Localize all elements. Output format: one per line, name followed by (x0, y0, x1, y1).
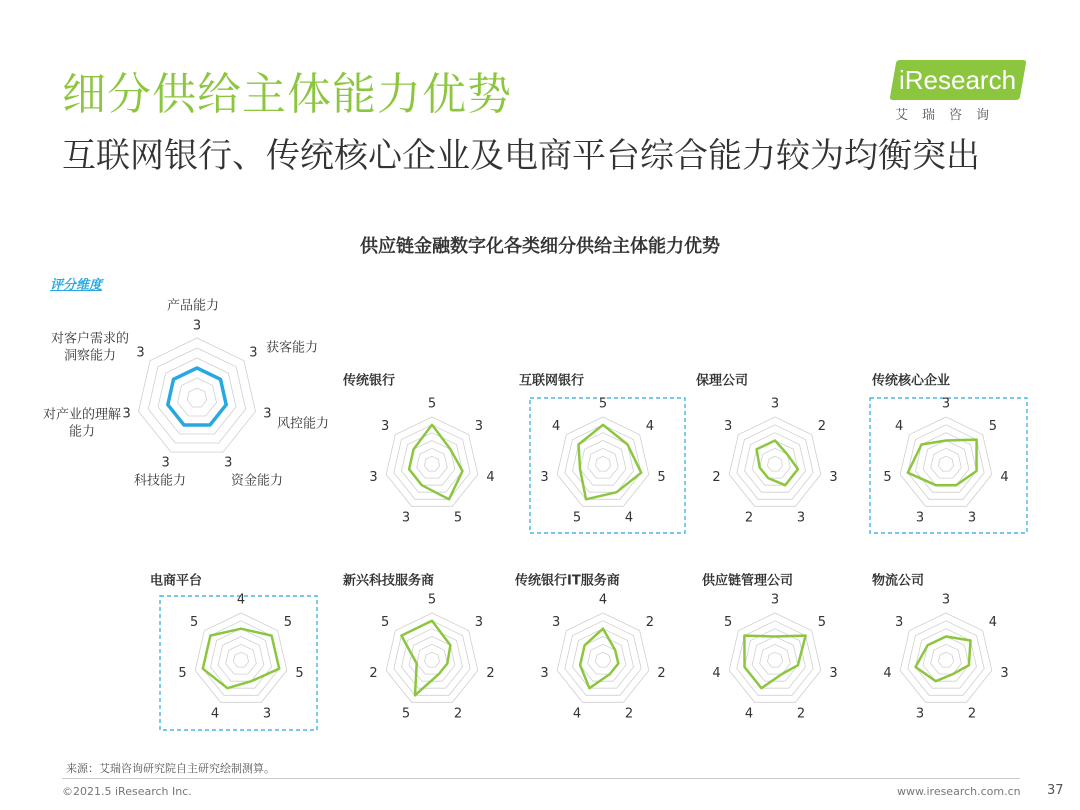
highlight-box (160, 596, 317, 730)
series-line (168, 368, 226, 425)
value-label: 3 (401, 510, 411, 526)
value-label: 2 (712, 469, 721, 485)
value-label: 5 (657, 469, 666, 485)
radar-title: 物流公司 (872, 573, 925, 589)
value-label: 4 (1000, 469, 1009, 485)
value-label: 4 (598, 592, 608, 608)
value-label: 5 (427, 396, 437, 412)
value-label: 4 (551, 419, 561, 435)
radar-title: 传统核心企业 (872, 373, 951, 389)
value-label: 3 (829, 469, 838, 485)
value-label: 3 (380, 419, 390, 435)
value-label: 3 (369, 469, 378, 485)
grid-ring (595, 456, 610, 471)
radar-title: 新兴科技服务商 (343, 573, 435, 589)
value-label: 2 (796, 706, 806, 722)
radar-5 (150, 573, 317, 731)
value-label: 4 (210, 706, 220, 722)
value-label: 3 (474, 419, 484, 435)
grid-ring (424, 456, 439, 471)
axis-label-industry-2: 能力 (68, 424, 96, 440)
radar-4 (870, 373, 1027, 534)
logo-subtext: 艾瑞咨询 (895, 108, 1004, 123)
radar-title: 电商平台 (150, 573, 203, 589)
grid-ring (148, 348, 245, 443)
value-label: 3 (540, 469, 549, 485)
grid-ring (737, 425, 813, 500)
copyright: ©2021.5 iResearch Inc. (62, 785, 192, 798)
value-label: 2 (645, 615, 655, 631)
value-label: 2 (624, 706, 634, 722)
legend-value-label: 3 (224, 455, 233, 471)
grid-ring (233, 652, 248, 667)
legend-radar (43, 298, 329, 489)
value-label: 5 (380, 615, 390, 631)
value-label: 5 (283, 615, 293, 631)
value-label: 4 (712, 665, 721, 681)
value-label: 5 (178, 665, 187, 681)
value-label: 5 (572, 510, 582, 526)
value-label: 2 (486, 665, 495, 681)
axis-label-industry: 对产业的理解 (42, 407, 122, 423)
value-label: 2 (967, 706, 977, 722)
radar-7 (514, 573, 666, 722)
radar-2 (519, 373, 685, 534)
grid-ring (595, 652, 610, 667)
legend-title: 评分维度 (50, 278, 103, 293)
grid-ring (187, 388, 206, 407)
value-label: 3 (796, 510, 806, 526)
grid-ring (557, 613, 649, 702)
grid-ring (729, 417, 821, 506)
grid-ring (908, 425, 984, 500)
value-label: 3 (915, 706, 925, 722)
grid-ring (386, 613, 478, 702)
value-label: 5 (401, 706, 411, 722)
radar-title: 传统银行IT服务商 (515, 573, 620, 589)
logo-text: iResearch (899, 65, 1017, 95)
series-line (203, 629, 279, 689)
axis-label-technology: 科技能力 (133, 473, 187, 489)
value-label: 4 (744, 706, 754, 722)
value-label: 3 (941, 592, 951, 608)
grid-ring (178, 378, 217, 416)
value-label: 3 (723, 419, 733, 435)
grid-ring (931, 448, 962, 478)
grid-ring (565, 425, 641, 500)
radar-9 (872, 573, 1009, 722)
axis-label-capital: 资金能力 (230, 473, 284, 489)
value-label: 4 (572, 706, 582, 722)
grid-ring (394, 621, 470, 696)
axis-label-product: 产品能力 (166, 298, 220, 314)
grid-ring (139, 338, 256, 452)
radar-title: 互联网银行 (519, 373, 585, 389)
value-label: 3 (770, 396, 780, 412)
axis-label-acquisition: 获客能力 (265, 340, 319, 356)
value-label: 4 (988, 615, 998, 631)
series-line (744, 636, 805, 689)
legend-value-label: 3 (136, 345, 145, 361)
value-label: 5 (723, 615, 733, 631)
grid-ring (195, 613, 287, 702)
grid-ring (226, 644, 257, 674)
grid-ring (760, 644, 791, 674)
value-label: 4 (624, 510, 634, 526)
radar-6 (343, 573, 495, 722)
value-label: 2 (453, 706, 463, 722)
value-label: 4 (486, 469, 495, 485)
value-label: 5 (817, 615, 827, 631)
grid-ring (729, 613, 821, 702)
value-label: 4 (894, 419, 904, 435)
value-label: 3 (894, 615, 904, 631)
legend-value-label: 3 (192, 318, 202, 334)
source-note: 来源：艾瑞咨询研究院自主研究绘制测算。 (66, 762, 275, 775)
radar-1 (342, 373, 495, 526)
website-link[interactable]: www.iresearch.com.cn (897, 785, 1021, 798)
grid-ring (424, 652, 439, 667)
grid-ring (931, 644, 962, 674)
value-label: 2 (657, 665, 666, 681)
radar-3 (696, 373, 838, 526)
value-label: 5 (453, 510, 463, 526)
page-title: 细分供给主体能力优势 (62, 69, 512, 120)
radar-title: 传统银行 (343, 373, 396, 389)
value-label: 5 (189, 615, 199, 631)
value-label: 4 (883, 665, 892, 681)
value-label: 5 (598, 396, 608, 412)
series-line (580, 629, 618, 689)
value-label: 3 (941, 396, 951, 412)
grid-ring (737, 621, 813, 696)
value-label: 3 (262, 706, 272, 722)
value-label: 3 (474, 615, 484, 631)
legend-value-label: 3 (122, 406, 131, 422)
page-number: 37 (1047, 783, 1064, 798)
value-label: 3 (770, 592, 780, 608)
footer-divider (62, 778, 1020, 779)
grid-ring (767, 456, 782, 471)
value-label: 4 (645, 419, 655, 435)
value-label: 2 (744, 510, 754, 526)
value-label: 3 (1000, 665, 1009, 681)
grid-ring (767, 652, 782, 667)
grid-ring (938, 456, 953, 471)
axis-label-risk: 风控能力 (276, 416, 330, 432)
axis-label-insight-2: 洞察能力 (63, 348, 117, 364)
legend-value-label: 3 (263, 406, 272, 422)
value-label: 5 (427, 592, 437, 608)
value-label: 2 (369, 665, 378, 681)
grid-ring (900, 613, 992, 702)
legend-value-label: 3 (161, 455, 170, 471)
value-label: 4 (236, 592, 246, 608)
value-label: 5 (883, 469, 892, 485)
value-label: 2 (817, 419, 827, 435)
legend-value-label: 3 (249, 345, 258, 361)
grid-ring (565, 621, 641, 696)
radar-title: 供应链管理公司 (702, 573, 794, 589)
grid-ring (588, 448, 619, 478)
value-label: 5 (988, 419, 998, 435)
grid-ring (386, 417, 478, 506)
grid-ring (417, 448, 448, 478)
page-subtitle: 互联网银行、传统核心企业及电商平台综合能力较为均衡突出 (62, 136, 980, 176)
value-label: 5 (295, 665, 304, 681)
value-label: 3 (551, 615, 561, 631)
value-label: 3 (829, 665, 838, 681)
axis-label-insight: 对客户需求的 (50, 331, 130, 347)
value-label: 3 (540, 665, 549, 681)
grid-ring (938, 652, 953, 667)
chart-title: 供应链金融数字化各类细分供给主体能力优势 (360, 236, 720, 257)
value-label: 3 (915, 510, 925, 526)
value-label: 3 (967, 510, 977, 526)
radar-title: 保理公司 (696, 373, 749, 389)
radar-8 (702, 573, 838, 722)
